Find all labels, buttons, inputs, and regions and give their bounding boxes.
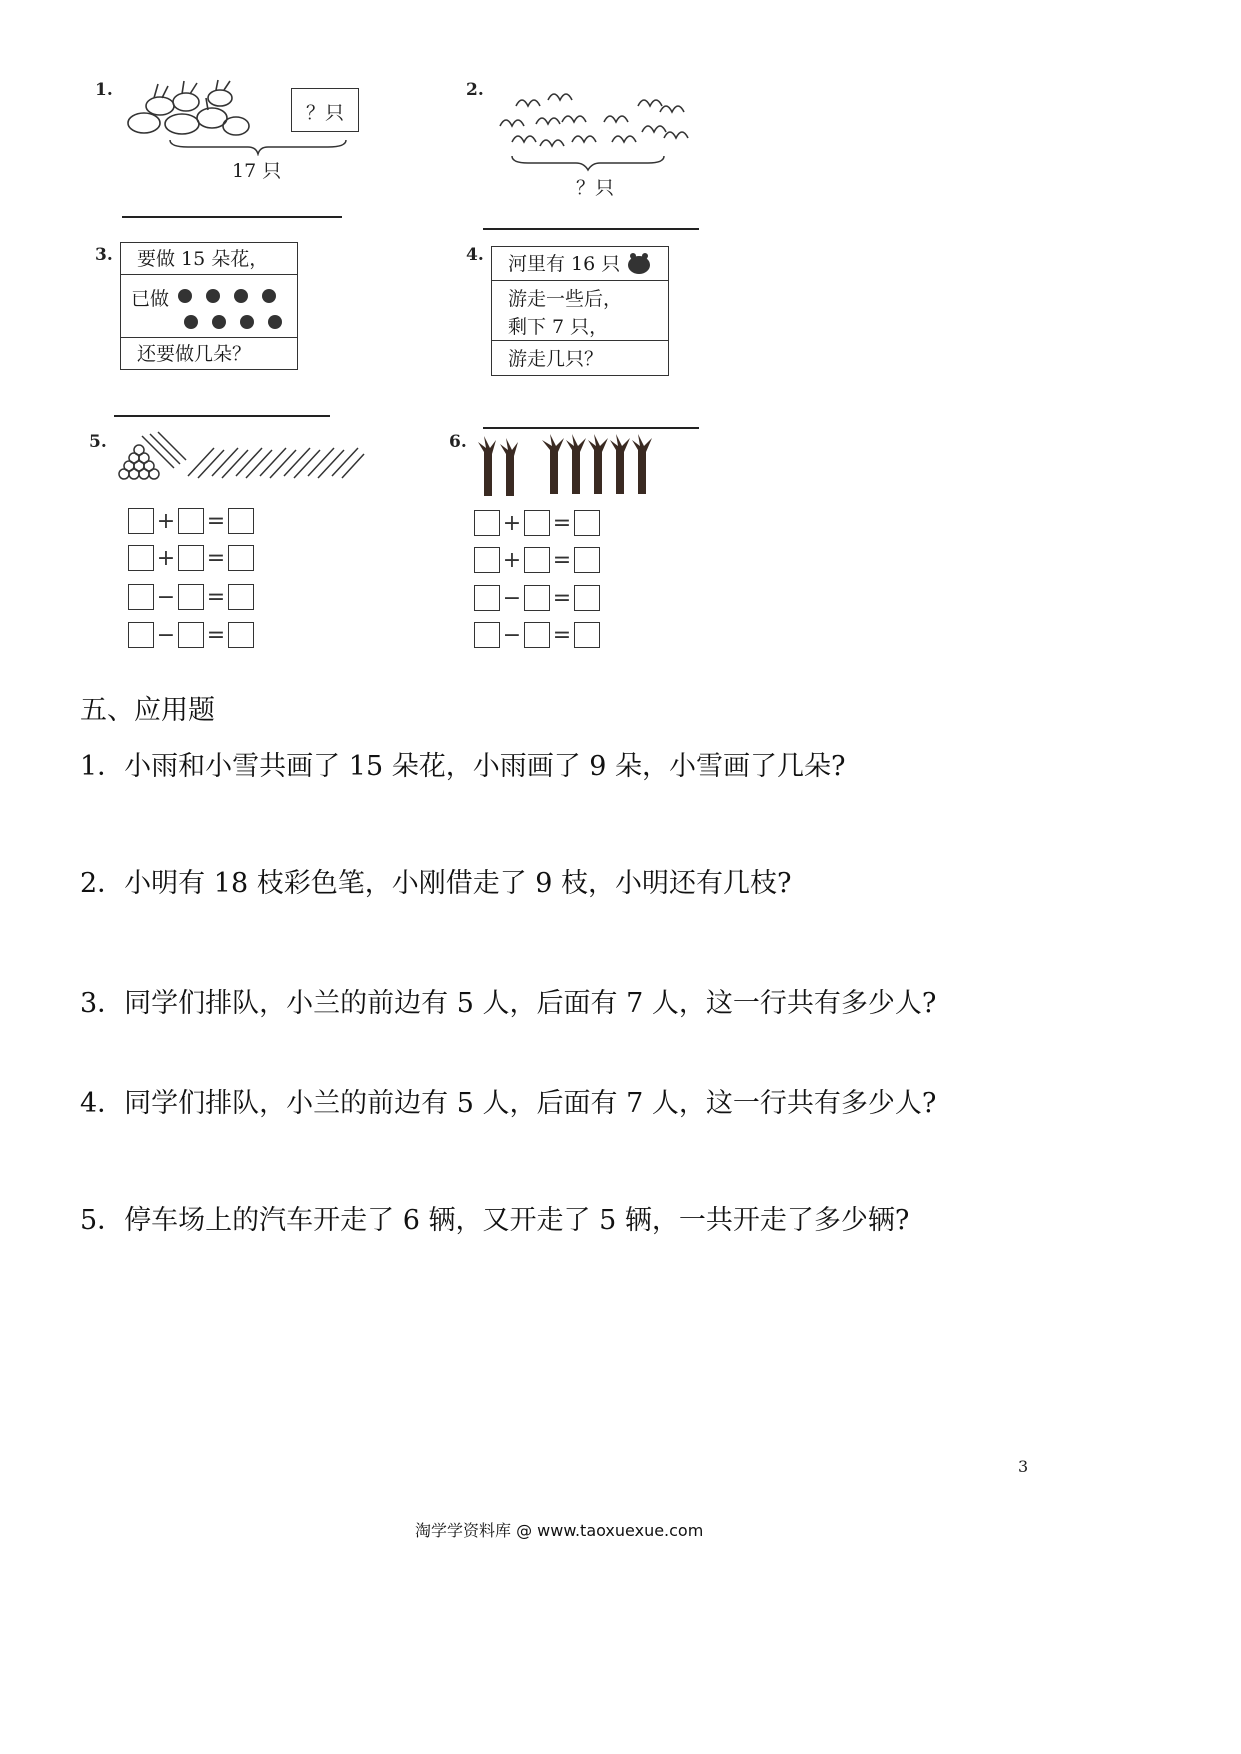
- frog-table-row-1-text: 河里有 16 只: [508, 253, 621, 275]
- answer-box[interactable]: [178, 622, 204, 648]
- equation-6-1: [474, 508, 600, 538]
- total-brace-2: [510, 154, 666, 172]
- equation-5-2: [128, 543, 254, 573]
- flower-table-row-3: 还要做几朵？: [137, 343, 252, 365]
- bird-group-image: [492, 76, 692, 158]
- total-label: 17 只: [232, 160, 282, 182]
- equals-sign: =: [552, 510, 572, 536]
- operator: −: [502, 622, 522, 648]
- equation-6-2: [474, 545, 600, 575]
- answer-box[interactable]: [474, 547, 500, 573]
- answer-box[interactable]: [574, 547, 600, 573]
- operator: +: [502, 547, 522, 573]
- answer-line-1: [122, 216, 342, 218]
- answer-box[interactable]: [128, 508, 154, 534]
- question-5: 5．停车场上的汽车开走了 6 辆，又开走了 5 辆，一共开走了多少辆?: [80, 1205, 910, 1236]
- frog-icon: [624, 250, 654, 278]
- answer-box[interactable]: [574, 622, 600, 648]
- page-number: 3: [1018, 1457, 1029, 1476]
- answer-box[interactable]: [474, 622, 500, 648]
- equation-6-4: [474, 620, 600, 650]
- flower-table-row-1: 要做 15 朵花，: [121, 243, 297, 275]
- equation-5-1: [128, 506, 254, 536]
- question-4: 4．同学们排队，小兰的前边有 5 人，后面有 7 人，这一行共有多少人?: [80, 1088, 937, 1119]
- answer-box[interactable]: [474, 585, 500, 611]
- logs-image: [114, 428, 366, 484]
- answer-box[interactable]: [524, 547, 550, 573]
- flower-table: [120, 242, 298, 370]
- frog-table-row-2: 游走一些后，: [508, 288, 623, 310]
- question-1: 1．小雨和小雪共画了 15 朵花，小雨画了 9 朵，小雪画了几朵?: [80, 751, 846, 782]
- equals-sign: =: [206, 545, 226, 571]
- answer-box[interactable]: [574, 585, 600, 611]
- operator: −: [502, 585, 522, 611]
- answer-box[interactable]: [228, 584, 254, 610]
- plants-image: [470, 432, 656, 498]
- figure-6-number: 6.: [449, 432, 467, 452]
- answer-box[interactable]: [228, 622, 254, 648]
- figure-1-number: 1.: [95, 80, 113, 100]
- equals-sign: =: [206, 508, 226, 534]
- footer-text: 淘学学资料库 @ www.taoxuexue.com: [415, 1521, 704, 1540]
- equals-sign: =: [206, 622, 226, 648]
- equals-sign: =: [206, 584, 226, 610]
- answer-box[interactable]: [228, 545, 254, 571]
- unknown-count-label: ？只: [306, 102, 345, 124]
- operator: +: [156, 545, 176, 571]
- equals-sign: =: [552, 547, 572, 573]
- unknown-count-box: [291, 88, 359, 132]
- answer-box[interactable]: [178, 545, 204, 571]
- answer-box[interactable]: [524, 622, 550, 648]
- question-2: 2．小明有 18 枝彩色笔，小刚借走了 9 枝，小明还有几枝?: [80, 868, 792, 899]
- made-label: 已做: [131, 288, 170, 310]
- equation-6-3: [474, 583, 600, 613]
- answer-box[interactable]: [128, 545, 154, 571]
- figure-4-number: 4.: [466, 245, 484, 265]
- flower-icons: [173, 280, 293, 336]
- answer-box[interactable]: [574, 510, 600, 536]
- figure-5-number: 5.: [89, 432, 107, 452]
- answer-line-3: [114, 415, 330, 417]
- operator: −: [156, 584, 176, 610]
- answer-box[interactable]: [228, 508, 254, 534]
- answer-line-2: [483, 228, 699, 230]
- section-title: 五、应用题: [80, 695, 215, 726]
- figure-2-number: 2.: [466, 80, 484, 100]
- flower-table-row-2: [121, 276, 297, 338]
- answer-box[interactable]: [178, 584, 204, 610]
- frog-table-row-3: 剩下 7 只，: [492, 313, 668, 341]
- equals-sign: =: [552, 585, 572, 611]
- equation-5-3: [128, 582, 254, 612]
- frog-table-row-4: 游走几只？: [508, 348, 604, 370]
- frog-table: [491, 246, 669, 376]
- equals-sign: =: [552, 622, 572, 648]
- rabbit-group-image: [124, 78, 254, 146]
- answer-box[interactable]: [178, 508, 204, 534]
- question-3: 3．同学们排队，小兰的前边有 5 人，后面有 7 人，这一行共有多少人?: [80, 988, 937, 1019]
- answer-box[interactable]: [474, 510, 500, 536]
- answer-box[interactable]: [128, 622, 154, 648]
- answer-box[interactable]: [128, 584, 154, 610]
- answer-box[interactable]: [524, 585, 550, 611]
- operator: +: [156, 508, 176, 534]
- equation-5-4: [128, 620, 254, 650]
- figure-3-number: 3.: [95, 245, 113, 265]
- total-brace: [168, 138, 348, 156]
- operator: +: [502, 510, 522, 536]
- answer-line-4: [483, 427, 699, 429]
- operator: −: [156, 622, 176, 648]
- answer-box[interactable]: [524, 510, 550, 536]
- total-label-2: ？只: [576, 177, 615, 199]
